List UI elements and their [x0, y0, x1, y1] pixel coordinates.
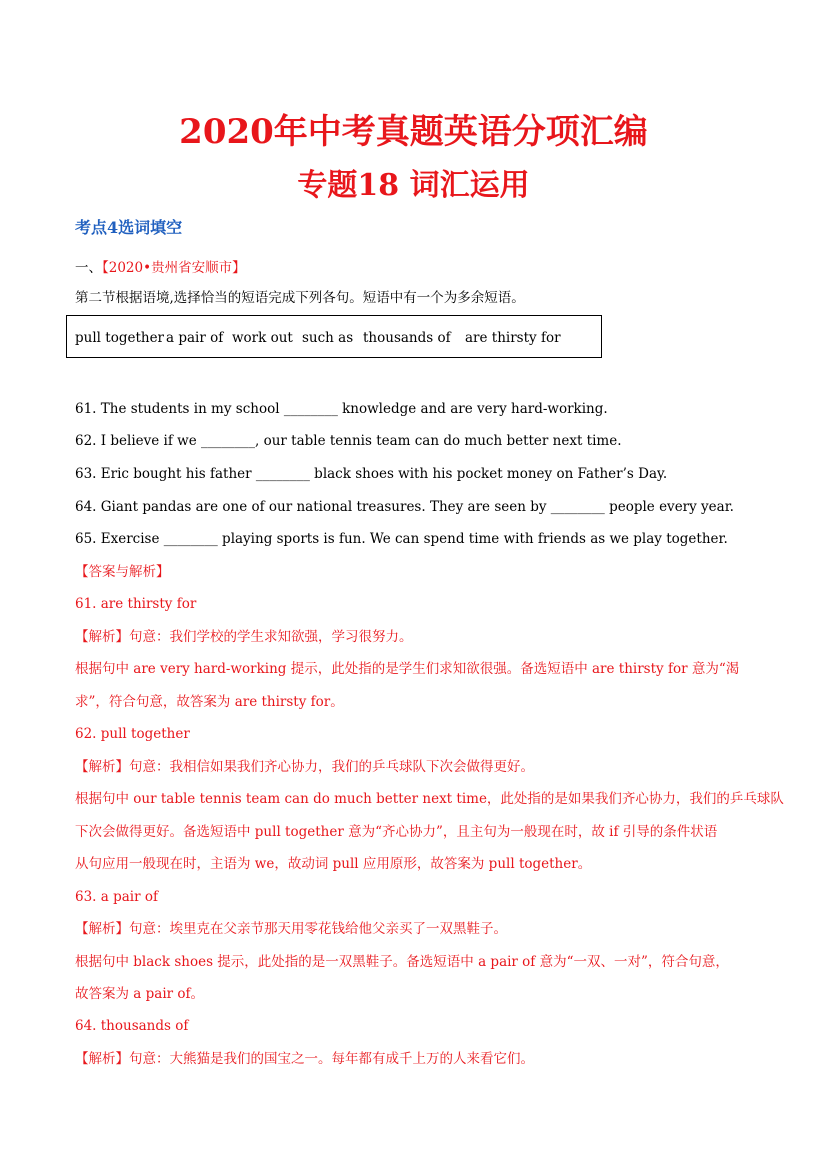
answer-62: 62. pull together	[75, 726, 190, 742]
question-65: 65. Exercise ________ playing sports is fun. We can spend time with friends as we play together.	[75, 531, 728, 547]
answer-heading: 【答案与解析】	[75, 564, 170, 580]
analysis-61-line: 求”，符合句意，故答案为 are thirsty for。	[75, 694, 344, 710]
analysis-61-line: 根据句中 are very hard-working 提示，此处指的是学生们求知欲很强。备选短语中 are thirsty for 意为“渴	[75, 661, 740, 677]
analysis-62-sentence: 【解析】句意：我相信如果我们齐心协力，我们的乒乓球队下次会做得更好。	[75, 759, 534, 775]
analysis-63-sentence: 【解析】句意：埃里克在父亲节那天用零花钱给他父亲买了一双黑鞋子。	[75, 921, 507, 937]
analysis-62-line: 根据句中 our table tennis team can do much better next time，此处指的是如果我们齐心协力，我们的乒乓球队	[75, 791, 784, 807]
page-title: 2020年中考真题英语分项汇编	[179, 112, 648, 152]
phrase-item: thousands of	[363, 330, 451, 346]
page-subtitle: 专题18 词汇运用	[297, 168, 530, 203]
phrase-item: are thirsty for	[465, 330, 561, 346]
answer-64: 64. thousands of	[75, 1018, 189, 1034]
analysis-61-sentence: 【解析】句意：我们学校的学生求知欲强，学习很努力。	[75, 629, 413, 645]
phrase-item: work out	[232, 330, 293, 346]
phrase-item: pull together	[75, 330, 165, 346]
phrase-item: a pair of	[166, 330, 224, 346]
answer-63: 63. a pair of	[75, 889, 158, 905]
question-62: 62. I believe if we ________, our table tennis team can do much better next time.	[75, 433, 622, 449]
instruction: 第二节根据语境,选择恰当的短语完成下列各句。短语中有一个为多余短语。	[75, 290, 525, 306]
phrase-item: such as	[302, 330, 354, 346]
phrase-box	[66, 315, 602, 358]
analysis-62-line: 从句应用一般现在时，主语为 we，故动词 pull 应用原形，故答案为 pull together。	[75, 856, 592, 872]
source-tag-text: 一、【2020•贵州省安顺市】	[75, 260, 246, 276]
question-64: 64. Giant pandas are one of our national treasures. They are seen by ________ people every year.	[75, 499, 734, 515]
source-tag	[75, 257, 755, 279]
analysis-64-sentence: 【解析】句意：大熊猫是我们的国宝之一。每年都有成千上万的人来看它们。	[75, 1051, 534, 1067]
analysis-63-line: 根据句中 black shoes 提示，此处指的是一双黑鞋子。备选短语中 a pair of 意为“一双、一对”，符合句意，	[75, 954, 729, 970]
question-61: 61. The students in my school ________ knowledge and are very hard-working.	[75, 401, 608, 417]
question-63: 63. Eric bought his father ________ black shoes with his pocket money on Father’s Day.	[75, 466, 668, 482]
analysis-63-line: 故答案为 a pair of。	[75, 986, 205, 1002]
section-heading: 考点4选词填空	[75, 218, 183, 237]
analysis-62-line: 下次会做得更好。备选短语中 pull together 意为“齐心协力”，且主句为一般现在时，故 if 引导的条件状语	[75, 824, 718, 840]
answer-61: 61. are thirsty for	[75, 596, 197, 612]
